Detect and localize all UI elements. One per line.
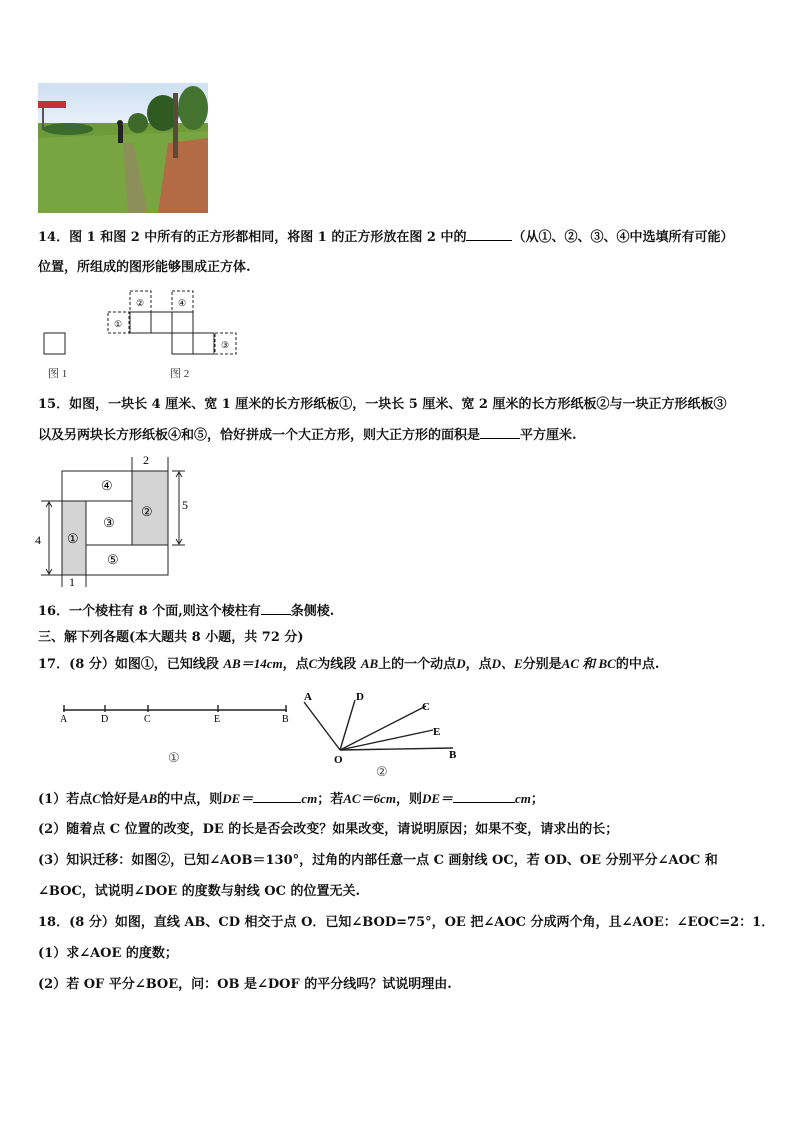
- q17-f2-C: C: [422, 701, 430, 713]
- q17-line1: 17．(8 分）如图①，已知线段 AB＝14cm，点C为线段 AB上的一个动点D，点D、E分别是AC 和 BC的中点.: [38, 656, 660, 672]
- q15-line1: 15．如图，一块长 4 厘米、宽 1 厘米的长方形纸板①，一块长 5 厘米、宽 2 厘米的长方形纸板②与一块正方形纸板③: [38, 397, 727, 412]
- q15-dim-2: 2: [143, 453, 149, 467]
- q17-f1-D: D: [101, 714, 109, 725]
- park-photo: [38, 83, 208, 213]
- q14-fig2-label: 图 2: [170, 368, 190, 380]
- q15-piece-3: ③: [103, 515, 115, 530]
- q15-dim-5: 5: [182, 498, 188, 512]
- q17-f2-D: D: [356, 691, 364, 703]
- q14-line1: 14．图 1 和图 2 中所有的正方形都相同，将图 1 的正方形放在图 2 中的 （从①、②、③、④中选填所有可能）: [38, 230, 734, 245]
- q17-f1-caption: ①: [168, 750, 180, 765]
- q17-f1-C: C: [144, 714, 151, 725]
- q17-part3-line1: (3）知识迁移：如图②，已知∠AOB＝130°，过角的内部任意一点 C 画射线 OC，若 OD、OE 分别平分∠AOC 和: [38, 853, 718, 868]
- q16-line: 16．一个棱柱有 8 个面,则这个棱柱有 条侧棱.: [38, 604, 335, 619]
- q17-f1-A: A: [60, 714, 68, 725]
- q17-f1-B: B: [282, 714, 289, 725]
- q18-line1: 18．(8 分）如图，直线 AB、CD 相交于点 O．已知∠BOD=75°，OE 把∠AOC 分成两个角，且∠AOE：∠EOC=2：1．: [38, 915, 775, 930]
- q17-part2: (2）随着点 C 位置的改变，DE 的长是否会改变？如果改变，请说明原因；如果不变，请求出的长；: [38, 822, 619, 837]
- q15-dim-1: 1: [69, 575, 75, 587]
- q17-f2-caption: ②: [376, 764, 388, 779]
- q17-f2-O: O: [334, 754, 343, 766]
- q17-figure2: [298, 688, 468, 783]
- q17-f2-B: B: [449, 749, 457, 761]
- q15-piece-5: ⑤: [107, 552, 119, 567]
- q15-dim-4: 4: [35, 533, 41, 547]
- q17-part1: (1）若点C恰好是AB的中点，则DE＝ cm；若AC＝6cm，则DE＝ cm；: [38, 791, 544, 807]
- q17-part3-line2: ∠BOC，试说明∠DOE 的度数与射线 OC 的位置无关.: [38, 884, 360, 899]
- q14-pos-1: ①: [114, 319, 123, 329]
- q17-f2-A: A: [304, 691, 312, 703]
- q15-piece-2: ②: [141, 504, 153, 519]
- q14-pos-2: ②: [136, 298, 145, 308]
- q17-figure1: [55, 700, 300, 770]
- q14-pos-3: ③: [221, 340, 230, 350]
- q14-fig2: [108, 291, 236, 354]
- q14-fig1: [44, 333, 67, 380]
- q17-f2-E: E: [433, 726, 441, 738]
- q14-fig1-label: 图 1: [48, 368, 68, 380]
- q18-part2: (2）若 OF 平分∠BOE，问：OB 是∠DOF 的平分线吗？试说明理由.: [38, 977, 452, 992]
- q15-figure: [35, 452, 195, 587]
- q14-figures: [38, 288, 248, 383]
- q18-part1: (1）求∠AOE 的度数；: [38, 946, 178, 961]
- park-photo-drawing: [38, 83, 208, 213]
- q14-pos-4: ④: [178, 298, 187, 308]
- q15-piece-1: ①: [67, 531, 79, 546]
- section3-heading: 三、解下列各题(本大题共 8 小题，共 72 分): [38, 630, 304, 645]
- q17-f1-E: E: [214, 714, 221, 725]
- q14-line2: 位置，所组成的图形能够围成正方体.: [38, 260, 251, 275]
- q15-line2: 以及另两块长方形纸板④和⑤，恰好拼成一个大正方形，则大正方形的面积是 平方厘米.: [38, 428, 577, 443]
- q15-piece-4: ④: [101, 478, 113, 493]
